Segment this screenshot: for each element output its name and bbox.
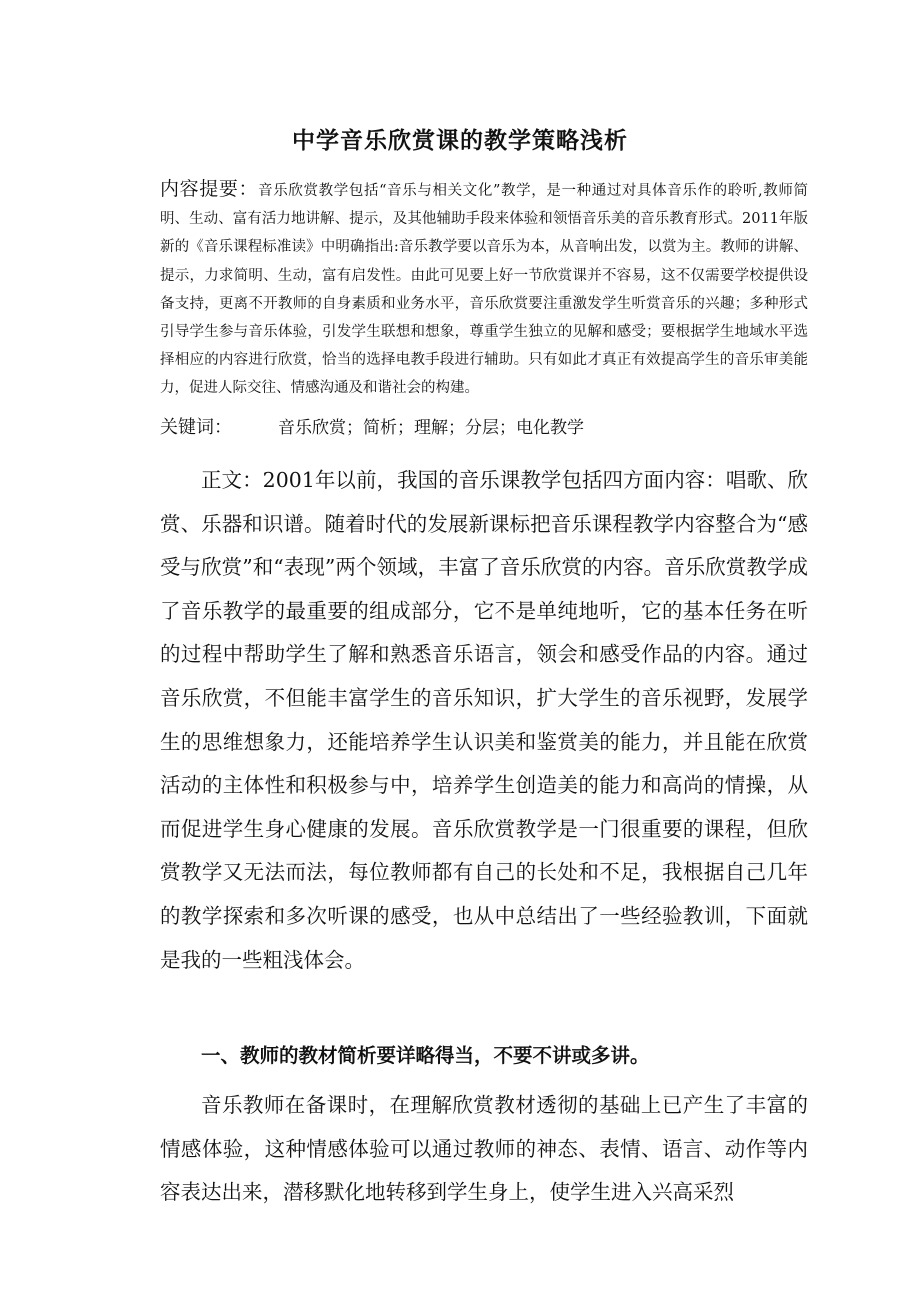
document-title: 中学音乐欣赏课的教学策略浅析 xyxy=(292,128,628,154)
keywords-label: 关键词： xyxy=(160,417,232,438)
keywords-text: 音乐欣赏；简析；理解；分层；电化教学 xyxy=(278,418,584,438)
abstract-paragraph xyxy=(160,175,808,403)
abstract-text: 音乐欣赏教学包括“音乐与相关文化”教学，是一种通过对具体音乐作的聆听,教师简明、生动、富有活力地讲解、提示，及其他辅助手段来体验和领悟音乐美的音乐教育形式。2011年版新的《音乐课程标准读》中明确指出:音乐教学要以音乐为本，从音响出发，以赏为主。教师的讲解、提示，力求简明、生动，富有启发性。由此可见要上好一节欣赏课并不容易，这不仅需要学校提供设备支持，更离不开教师的自身素质和业务水平，音乐欣赏要注重激发学生听赏音乐的兴趣；多种形式引导学生参与音乐体验，引发学生联想和想象，尊重学生独立的见解和感受；要根据学生地域水平选择相应的内容进行欣赏，恰当的选择电教手段进行辅助。只有如此才真正有效提高学生的音乐审美能力，促进人际交往、情感沟通及和谐社会的构建。 xyxy=(160,183,808,397)
keywords-line xyxy=(160,413,808,443)
section-heading-1: 一、教师的教材简析要详略得当，不要不讲或多讲。 xyxy=(201,1044,650,1067)
body-paragraph-section-1: 音乐教师在备课时，在理解欣赏教材透彻的基础上已产生了丰富的情感体验，这种情感体验可以通过教师的神态、表情、语言、动作等内容表达出来，潜移默化地转移到学生身上，使学生进入兴高采烈 xyxy=(160,1093,808,1205)
abstract-label: 内容提要： xyxy=(160,178,259,200)
body-paragraph-intro: 正文：2001年以前，我国的音乐课教学包括四方面内容：唱歌、欣赏、乐器和识谱。随着时代的发展新课标把音乐课程教学内容整合为“感受与欣赏”和“表现”两个领域，丰富了音乐欣赏的内容。音乐欣赏教学成了音乐教学的最重要的组成部分，它不是单纯地听，它的基本任务在听的过程中帮助学生了解和熟悉音乐语言，领会和感受作品的内容。通过音乐欣赏，不但能丰富学生的音乐知识，扩大学生的音乐视野，发展学生的思维想象力，还能培养学生认识美和鉴赏美的能力，并且能在欣赏活动的主体性和积极参与中，培养学生创造美的能力和高尚的情操，从而促进学生身心健康的发展。音乐欣赏教学是一门很重要的课程，但欣赏教学又无法而法，每位教师都有自己的长处和不足，我根据自己几年的教学探索和多次听课的感受，也从中总结出了一些经验教训，下面就是我的一些粗浅体会。 xyxy=(160,468,808,972)
